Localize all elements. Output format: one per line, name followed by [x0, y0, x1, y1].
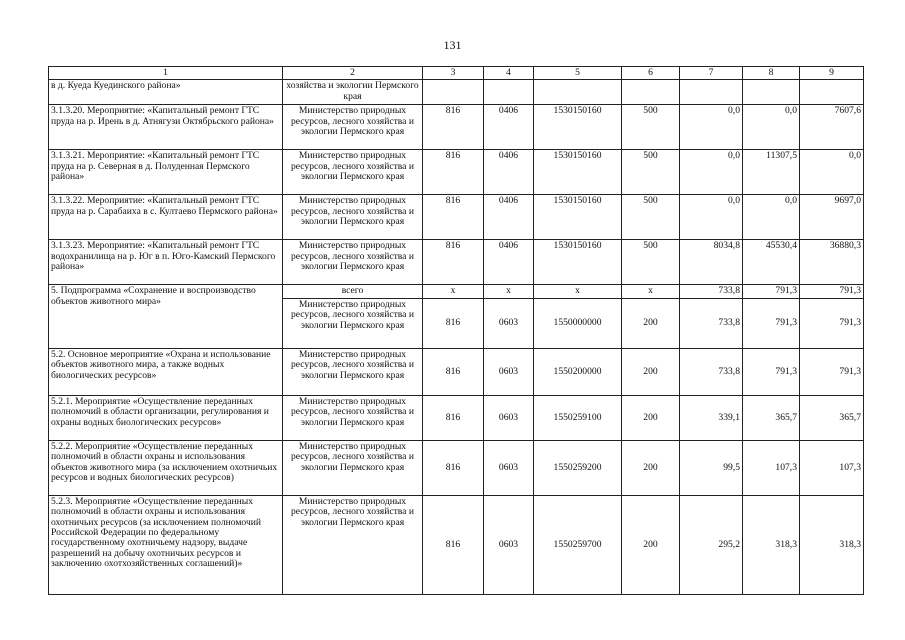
cell: 816 — [423, 105, 484, 150]
executor: Министерство природных ресурсов, лесного хозяйства и экологии Пермского края — [283, 240, 423, 285]
cell: 1550259200 — [534, 440, 622, 495]
cell: 0406 — [484, 195, 534, 240]
column-header: 4 — [484, 67, 534, 80]
cell: 1550259700 — [534, 495, 622, 594]
cell: 99,5 — [680, 440, 743, 495]
cell: 295,2 — [680, 495, 743, 594]
cell: 791,3 — [800, 298, 864, 348]
table-row — [49, 150, 864, 195]
cell: 816 — [423, 395, 484, 440]
page-number: 131 — [443, 38, 462, 52]
cell: 1550259100 — [534, 395, 622, 440]
executor: Министерство природных ресурсов, лесного хозяйства и экологии Пермского края — [283, 298, 423, 348]
cell: 0,0 — [680, 105, 743, 150]
table-row — [49, 105, 864, 150]
table-row — [49, 395, 864, 440]
measure-name: 3.1.3.21. Мероприятие: «Капитальный ремонт ГТС пруда на р. Северная в д. Полуденная Пермского района» — [49, 150, 283, 195]
cell: 365,7 — [743, 395, 800, 440]
cell: 318,3 — [800, 495, 864, 594]
cell: 791,3 — [800, 285, 864, 298]
cell: х — [484, 285, 534, 298]
column-header: 6 — [622, 67, 680, 80]
executor: хозяйства и экологии Пермского края — [283, 80, 423, 105]
cell: 339,1 — [680, 395, 743, 440]
cell: 107,3 — [800, 440, 864, 495]
cell — [743, 80, 800, 105]
measure-name: 5.2.3. Мероприятие «Осуществление переданных полномочий в области охраны и использования охотничьих ресурсов (за исключением полномочий Российской Федерации по федеральному государственному охотничьему надзору, выдаче разрешений на добычу охотничьих ресурсов и заключению охотхозяйственных соглашений)» — [49, 495, 283, 594]
table-row — [49, 495, 864, 594]
executor: Министерство природных ресурсов, лесного хозяйства и экологии Пермского края — [283, 195, 423, 240]
column-header: 9 — [800, 67, 864, 80]
cell: 0,0 — [680, 195, 743, 240]
executor: всего — [283, 285, 423, 298]
cell: 200 — [622, 395, 680, 440]
cell: 0406 — [484, 150, 534, 195]
cell: 0406 — [484, 240, 534, 285]
measure-name: в д. Куеда Куединского района» — [49, 80, 283, 105]
measure-name: 5.2. Основное мероприятие «Охрана и использование объектов животного мира, а также водных биологических ресурсов» — [49, 348, 283, 395]
cell: 0,0 — [743, 105, 800, 150]
cell: 200 — [622, 495, 680, 594]
column-header: 3 — [423, 67, 484, 80]
table-row — [49, 348, 864, 395]
cell: 791,3 — [743, 348, 800, 395]
cell: 1530150160 — [534, 195, 622, 240]
cell: 1530150160 — [534, 240, 622, 285]
column-header: 1 — [49, 67, 283, 80]
executor: Министерство природных ресурсов, лесного хозяйства и экологии Пермского края — [283, 150, 423, 195]
cell — [423, 80, 484, 105]
cell: 107,3 — [743, 440, 800, 495]
measure-name: 5.2.2. Мероприятие «Осуществление переданных полномочий в области охраны и использования объектов животного мира (за исключением охотничьих ресурсов и водных биологических ресурсов) — [49, 440, 283, 495]
cell: 36880,3 — [800, 240, 864, 285]
cell: 816 — [423, 298, 484, 348]
cell: 0603 — [484, 440, 534, 495]
cell: 1550200000 — [534, 348, 622, 395]
cell: 200 — [622, 298, 680, 348]
executor: Министерство природных ресурсов, лесного хозяйства и экологии Пермского края — [283, 395, 423, 440]
cell: 791,3 — [800, 348, 864, 395]
cell: 200 — [622, 440, 680, 495]
cell: 0603 — [484, 298, 534, 348]
measure-name: 5.2.1. Мероприятие «Осуществление переданных полномочий в области организации, регулирования и охраны водных биологических ресурсов» — [49, 395, 283, 440]
cell: 0603 — [484, 348, 534, 395]
cell: 200 — [622, 348, 680, 395]
cell: 0603 — [484, 495, 534, 594]
measure-name: 3.1.3.23. Мероприятие: «Капитальный ремонт ГТС водохранилища на р. Юг в п. Юго-Камский Пермского района» — [49, 240, 283, 285]
cell: 500 — [622, 150, 680, 195]
cell: 1530150160 — [534, 105, 622, 150]
column-header: 2 — [283, 67, 423, 80]
cell — [800, 80, 864, 105]
cell: 0,0 — [800, 150, 864, 195]
cell: 500 — [622, 240, 680, 285]
cell: 9697,0 — [800, 195, 864, 240]
cell: 11307,5 — [743, 150, 800, 195]
cell — [622, 80, 680, 105]
cell: 8034,8 — [680, 240, 743, 285]
cell: 500 — [622, 105, 680, 150]
cell: 816 — [423, 195, 484, 240]
cell — [484, 80, 534, 105]
cell: 816 — [423, 240, 484, 285]
budget-table — [48, 66, 864, 595]
cell: 365,7 — [800, 395, 864, 440]
table-row — [49, 285, 864, 298]
cell: 318,3 — [743, 495, 800, 594]
column-header: 8 — [743, 67, 800, 80]
table-row — [49, 80, 864, 105]
cell: 733,8 — [680, 348, 743, 395]
executor: Министерство природных ресурсов, лесного хозяйства и экологии Пермского края — [283, 348, 423, 395]
cell: 7607,6 — [800, 105, 864, 150]
cell: 816 — [423, 440, 484, 495]
cell: х — [622, 285, 680, 298]
executor: Министерство природных ресурсов, лесного хозяйства и экологии Пермского края — [283, 105, 423, 150]
cell: х — [534, 285, 622, 298]
table-row — [49, 440, 864, 495]
cell: 816 — [423, 348, 484, 395]
cell: 733,8 — [680, 298, 743, 348]
cell: 791,3 — [743, 298, 800, 348]
column-header: 7 — [680, 67, 743, 80]
cell: 0603 — [484, 395, 534, 440]
cell — [534, 80, 622, 105]
cell: 733,8 — [680, 285, 743, 298]
cell: х — [423, 285, 484, 298]
cell: 791,3 — [743, 285, 800, 298]
cell: 0,0 — [680, 150, 743, 195]
measure-name: 3.1.3.22. Мероприятие: «Капитальный ремонт ГТС пруда на р. Сарабаиха в с. Култаево Пермского района» — [49, 195, 283, 240]
measure-name: 3.1.3.20. Мероприятие: «Капитальный ремонт ГТС пруда на р. Ирень в д. Атнягузи Октябрьского района» — [49, 105, 283, 150]
cell: 816 — [423, 495, 484, 594]
measure-name: 5. Подпрограмма «Сохранение и воспроизводство объектов животного мира» — [49, 285, 283, 348]
table-row — [49, 240, 864, 285]
header-row — [49, 67, 864, 80]
column-header: 5 — [534, 67, 622, 80]
cell: 0,0 — [743, 195, 800, 240]
executor: Министерство природных ресурсов, лесного хозяйства и экологии Пермского края — [283, 495, 423, 594]
cell: 500 — [622, 195, 680, 240]
cell: 816 — [423, 150, 484, 195]
cell: 1550000000 — [534, 298, 622, 348]
cell — [680, 80, 743, 105]
table-row — [49, 195, 864, 240]
cell: 45530,4 — [743, 240, 800, 285]
executor: Министерство природных ресурсов, лесного хозяйства и экологии Пермского края — [283, 440, 423, 495]
cell: 1530150160 — [534, 150, 622, 195]
cell: 0406 — [484, 105, 534, 150]
